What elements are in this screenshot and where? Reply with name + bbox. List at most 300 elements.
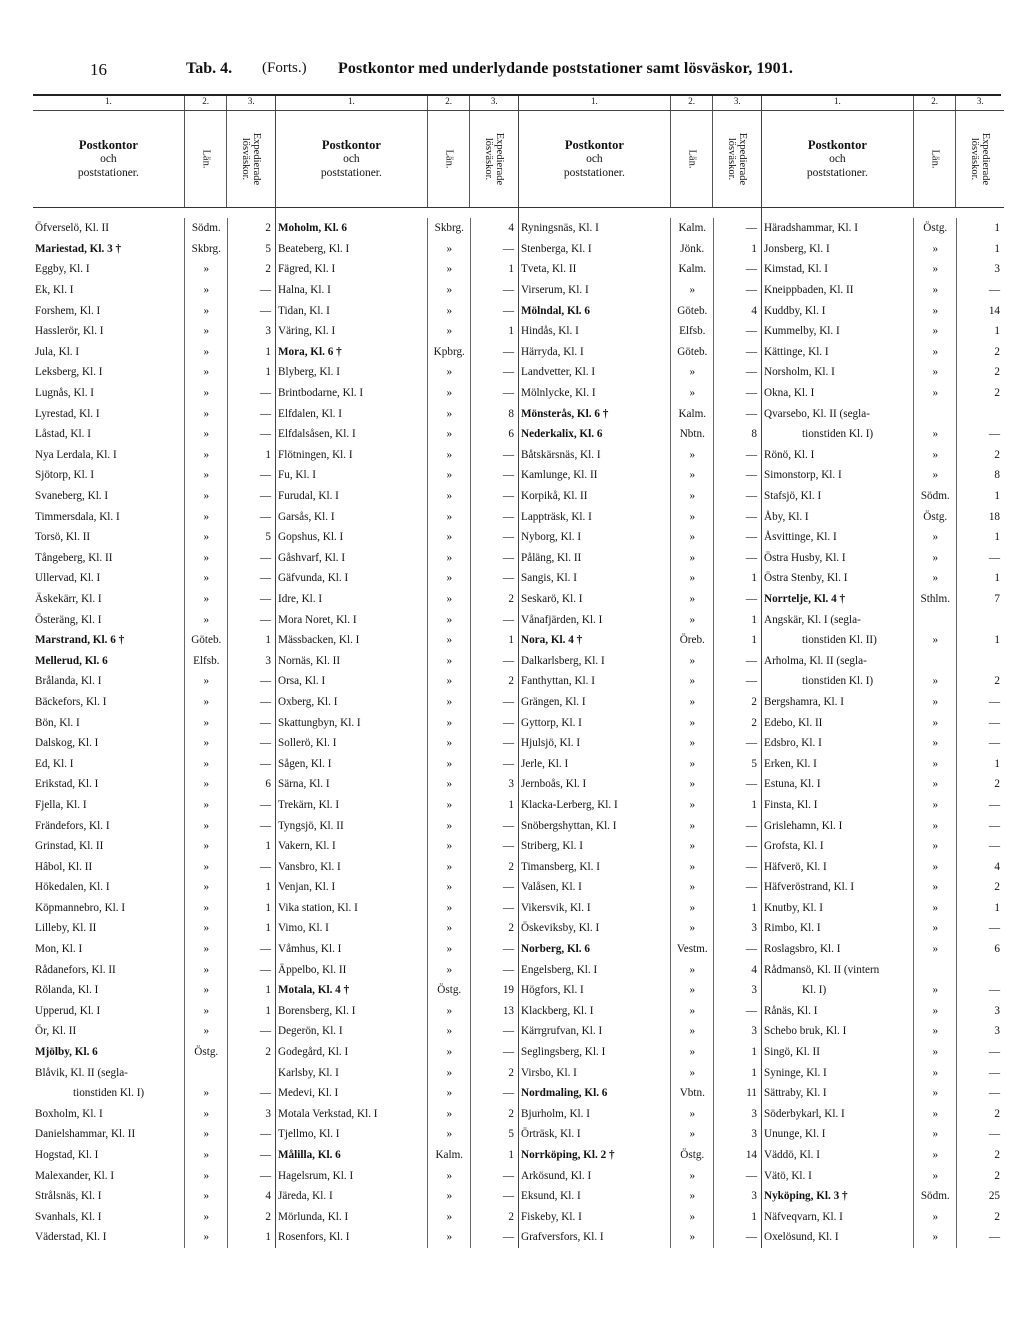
table-row (762, 815, 1004, 836)
lan-cell: » (427, 1207, 470, 1228)
station-name: Grislehamn, Kl. I (764, 819, 843, 832)
lan-cell: » (427, 548, 470, 569)
lösväskor-count: 1 (713, 1207, 761, 1228)
station-name: Rönö, Kl. I (764, 448, 815, 461)
lan-cell: » (427, 445, 470, 466)
lösväskor-count: — (713, 1001, 761, 1022)
station-name: Mora, Kl. 6 † (278, 345, 342, 358)
lösväskor-count: 2 (956, 1207, 1004, 1228)
column-header (276, 111, 518, 208)
station-name: Gopshus, Kl. I (278, 531, 344, 544)
lösväskor-count: — (470, 1083, 518, 1104)
station-name: Ek, Kl. I (35, 284, 74, 297)
lösväskor-count: — (713, 218, 761, 239)
table-row (276, 609, 518, 630)
station-name: Mässbacken, Kl. I (278, 634, 360, 647)
lösväskor-count: — (227, 506, 275, 527)
table-number: Tab. 4. (186, 60, 233, 77)
table-row (33, 548, 275, 569)
column-number: 3. (955, 96, 1004, 110)
station-name: Väderstad, Kl. I (35, 1231, 107, 1244)
lösväskor-count: 1 (956, 753, 1004, 774)
station-name: Finsta, Kl. I (764, 798, 818, 811)
table-row (276, 1083, 518, 1104)
table-row (33, 424, 275, 445)
lösväskor-count: 1 (956, 239, 1004, 260)
table-row (519, 486, 761, 507)
table-row (519, 1124, 761, 1145)
station-name: Häfveröstrand, Kl. I (764, 881, 855, 894)
station-name: Roslagsbro, Kl. I (764, 943, 841, 956)
lösväskor-count: — (713, 486, 761, 507)
station-name: Hjulsjö, Kl. I (521, 737, 581, 750)
lan-cell: » (427, 568, 470, 589)
station-name: Knutby, Kl. I (764, 901, 823, 914)
table-row (33, 506, 275, 527)
lan-cell: » (184, 671, 227, 692)
table-row (762, 1207, 1004, 1228)
table-row (762, 342, 1004, 363)
column-header (519, 111, 761, 208)
lan-cell: » (670, 362, 713, 383)
table-row (519, 424, 761, 445)
lösväskor-count: 2 (470, 671, 518, 692)
table-row (762, 1042, 1004, 1063)
station-name: Motala, Kl. 4 † (278, 984, 350, 997)
lösväskor-count: — (470, 280, 518, 301)
station-name: Kimstad, Kl. I (764, 263, 829, 276)
table-row (762, 280, 1004, 301)
column-header (33, 111, 275, 208)
lösväskor-count: 2 (956, 342, 1004, 363)
lan-cell: » (670, 918, 713, 939)
header-name-text: poststationer. (320, 167, 382, 179)
table-row (276, 959, 518, 980)
lan-cell: » (184, 1207, 227, 1228)
header-lan-text: Län. (443, 149, 455, 169)
table-row (519, 300, 761, 321)
lösväskor-count: — (713, 589, 761, 610)
lan-cell: » (427, 1227, 470, 1248)
table-row (762, 362, 1004, 383)
table-row (762, 836, 1004, 857)
lan-cell: » (427, 815, 470, 836)
lan-cell: » (184, 980, 227, 1001)
station-name: Grafversfors, Kl. I (521, 1231, 604, 1244)
table-row (762, 856, 1004, 877)
lan-cell: » (427, 1083, 470, 1104)
station-name: Qvarsebo, Kl. II (segla- (764, 407, 870, 420)
table-row (276, 980, 518, 1001)
table-row (519, 1083, 761, 1104)
lan-cell: Elfsb. (670, 321, 713, 342)
station-name: Hagelsrum, Kl. I (278, 1169, 354, 1182)
table-row (276, 753, 518, 774)
lan-cell: » (184, 836, 227, 857)
station-name: Österäng, Kl. I (35, 613, 102, 626)
lösväskor-count: — (713, 280, 761, 301)
header-name-cell (276, 111, 427, 207)
lösväskor-count: 1 (227, 1227, 275, 1248)
header-expedierade-text: Expedierade lösväskor. (483, 132, 506, 186)
table-row (519, 403, 761, 424)
table-row (519, 506, 761, 527)
page-header (0, 60, 1024, 90)
lösväskor-count: 1 (956, 527, 1004, 548)
lösväskor-count: — (956, 1124, 1004, 1145)
table-row (276, 774, 518, 795)
lan-cell: » (913, 1001, 956, 1022)
table-row (519, 465, 761, 486)
station-name: Orsa, Kl. I (278, 675, 326, 688)
station-name: Fiskeby, Kl. I (521, 1210, 582, 1223)
lösväskor-count: 11 (713, 1083, 761, 1104)
lan-cell: » (427, 1104, 470, 1125)
lösväskor-count: 3 (227, 1104, 275, 1125)
station-name: Venjan, Kl. I (278, 881, 336, 894)
table-row (762, 877, 1004, 898)
table-row (519, 280, 761, 301)
lösväskor-count: — (470, 239, 518, 260)
station-name: Klacka-Lerberg, Kl. I (521, 798, 618, 811)
station-name: Fägred, Kl. I (278, 263, 336, 276)
lan-cell: » (427, 692, 470, 713)
lösväskor-count: 1 (227, 445, 275, 466)
lösväskor-count: 1 (227, 877, 275, 898)
lösväskor-count: — (713, 548, 761, 569)
station-name: Mölndal, Kl. 6 (521, 304, 590, 317)
table-row (276, 1062, 518, 1083)
lösväskor-count: — (470, 939, 518, 960)
lösväskor-count: 1 (713, 630, 761, 651)
lan-cell: » (670, 1062, 713, 1083)
table-row (33, 980, 275, 1001)
lan-cell: » (670, 589, 713, 610)
lösväskor-count: 1 (227, 898, 275, 919)
station-name: tionstiden Kl. I) (802, 428, 874, 441)
lan-cell: » (427, 836, 470, 857)
lösväskor-count: 2 (470, 1207, 518, 1228)
table-row (762, 753, 1004, 774)
table-row (33, 671, 275, 692)
lösväskor-count: 1 (227, 630, 275, 651)
lösväskor-count: 3 (470, 774, 518, 795)
lan-cell: » (913, 548, 956, 569)
lösväskor-count: — (713, 836, 761, 857)
page-number: 16 (90, 60, 107, 79)
header-name-cell (33, 111, 184, 207)
lösväskor-count: 8 (470, 403, 518, 424)
lan-cell: » (184, 815, 227, 836)
station-name: Kamlunge, Kl. II (521, 469, 598, 482)
header-name-text: Postkontor (564, 138, 624, 152)
station-name: Hökedalen, Kl. I (35, 881, 110, 894)
column-number: 3. (712, 96, 761, 110)
lan-cell: Öreb. (670, 630, 713, 651)
lösväskor-count: 5 (227, 239, 275, 260)
lösväskor-count: — (713, 362, 761, 383)
table-row (519, 692, 761, 713)
header-lan-cell (427, 111, 470, 207)
header-name-text: och (343, 153, 360, 165)
station-name: Mölnlycke, Kl. I (521, 387, 596, 400)
lan-cell: » (913, 362, 956, 383)
table-row (33, 300, 275, 321)
table-row (762, 383, 1004, 404)
lan-cell: » (427, 1001, 470, 1022)
table-row (33, 712, 275, 733)
station-name: Vakern, Kl. I (278, 840, 336, 853)
lösväskor-count (956, 650, 1004, 671)
lösväskor-count: — (470, 650, 518, 671)
station-name: Östra Stenby, Kl. I (764, 572, 848, 585)
lan-cell: » (670, 280, 713, 301)
lösväskor-count: — (227, 753, 275, 774)
lan-cell: » (427, 753, 470, 774)
lan-cell: » (184, 321, 227, 342)
header-expedierade-text: Expedierade lösväskor. (726, 132, 749, 186)
column-number: 3. (226, 96, 275, 110)
table-row (33, 445, 275, 466)
lösväskor-count: 3 (713, 1186, 761, 1207)
lan-cell: » (670, 1042, 713, 1063)
lösväskor-count: 4 (956, 856, 1004, 877)
lan-cell: » (427, 300, 470, 321)
lösväskor-count: 2 (227, 218, 275, 239)
lösväskor-count: 2 (713, 712, 761, 733)
lan-cell: » (913, 1145, 956, 1166)
lan-cell: » (913, 671, 956, 692)
station-name: Frändefors, Kl. I (35, 819, 110, 832)
lan-cell: » (913, 795, 956, 816)
lan-cell: » (184, 403, 227, 424)
table-row (519, 1227, 761, 1248)
header-expedierade-cell (955, 111, 1004, 207)
lan-cell: » (427, 795, 470, 816)
lan-cell: » (427, 630, 470, 651)
column-header (762, 111, 1004, 208)
lan-cell: Södm. (184, 218, 227, 239)
table-row (33, 918, 275, 939)
lösväskor-count: — (713, 342, 761, 363)
table-row (519, 753, 761, 774)
table-row (276, 383, 518, 404)
station-name: Lilleby, Kl. II (35, 922, 97, 935)
lan-cell: » (184, 506, 227, 527)
table-row (519, 1145, 761, 1166)
table-row (519, 836, 761, 857)
header-lan-cell (913, 111, 956, 207)
lan-cell: » (670, 795, 713, 816)
lösväskor-count: 2 (227, 1042, 275, 1063)
table-row (276, 1165, 518, 1186)
table-row (276, 1021, 518, 1042)
lan-cell: » (670, 774, 713, 795)
station-name: Norberg, Kl. 6 (521, 943, 590, 956)
lösväskor-count: 1 (713, 609, 761, 630)
lan-cell: » (184, 1001, 227, 1022)
table-row (276, 239, 518, 260)
table-row (276, 1042, 518, 1063)
table-row (276, 424, 518, 445)
lösväskor-count: 8 (956, 465, 1004, 486)
station-name: Ör, Kl. II (35, 1025, 77, 1038)
station-name: Vikersvik, Kl. I (521, 901, 591, 914)
table-row (33, 815, 275, 836)
lan-cell: » (184, 1145, 227, 1166)
lan-cell: » (913, 1062, 956, 1083)
lan-cell: » (427, 465, 470, 486)
table-row (519, 1001, 761, 1022)
lan-cell: » (427, 939, 470, 960)
lösväskor-count: 3 (227, 650, 275, 671)
lösväskor-count: 2 (956, 383, 1004, 404)
table-row (276, 1124, 518, 1145)
lösväskor-count: 3 (713, 1124, 761, 1145)
header-name-text: poststationer. (77, 167, 139, 179)
station-name: Arholma, Kl. II (segla- (764, 654, 867, 667)
lösväskor-count: — (470, 506, 518, 527)
lan-cell: Göteb. (670, 300, 713, 321)
station-name: Blyberg, Kl. I (278, 366, 340, 379)
station-name: Torsö, Kl. II (35, 531, 91, 544)
lan-cell: » (670, 753, 713, 774)
lösväskor-count: — (470, 609, 518, 630)
station-name: Medevi, Kl. I (278, 1087, 339, 1100)
station-name: Elfdalsåsen, Kl. I (278, 428, 356, 441)
station-name: Erikstad, Kl. I (35, 778, 99, 791)
lösväskor-count: 8 (713, 424, 761, 445)
lan-cell: » (427, 1124, 470, 1145)
lösväskor-count: — (956, 692, 1004, 713)
station-name: Jonsberg, Kl. I (764, 242, 830, 255)
lösväskor-count: — (470, 1186, 518, 1207)
lan-cell: » (913, 630, 956, 651)
lan-cell: » (913, 321, 956, 342)
table-row (762, 506, 1004, 527)
lan-cell (913, 609, 956, 630)
lösväskor-count: 3 (713, 980, 761, 1001)
station-name: Danielshammar, Kl. II (35, 1128, 136, 1141)
table-row (276, 465, 518, 486)
table-row (33, 465, 275, 486)
lan-cell: » (913, 836, 956, 857)
header-lan-text: Län. (929, 149, 941, 169)
header-name-text: och (586, 153, 603, 165)
lan-cell: » (427, 609, 470, 630)
lösväskor-count: 6 (470, 424, 518, 445)
station-name: Flötningen, Kl. I (278, 448, 353, 461)
lösväskor-count: 1 (227, 918, 275, 939)
station-name: Skattungbyn, Kl. I (278, 716, 361, 729)
column-number: 1. (834, 96, 841, 106)
station-name: Timmersdala, Kl. I (35, 510, 120, 523)
lösväskor-count: 2 (470, 1062, 518, 1083)
table-row (762, 424, 1004, 445)
table-row (33, 692, 275, 713)
lan-cell: » (427, 589, 470, 610)
table-row (276, 362, 518, 383)
column-number: 2. (427, 96, 470, 110)
table-row (519, 918, 761, 939)
header-lan-text: Län. (686, 149, 698, 169)
table-row (762, 1083, 1004, 1104)
lan-cell: » (427, 527, 470, 548)
lan-cell: » (913, 1207, 956, 1228)
table-row (762, 733, 1004, 754)
table-row (762, 650, 1004, 671)
lan-cell: Södm. (913, 486, 956, 507)
station-name: Påläng, Kl. II (521, 551, 582, 564)
station-name: Estuna, Kl. I (764, 778, 821, 791)
station-name: Låstad, Kl. I (35, 428, 91, 441)
lösväskor-count: — (470, 753, 518, 774)
table-row (276, 445, 518, 466)
table-row (33, 280, 275, 301)
lan-cell: Kalm. (427, 1145, 470, 1166)
station-name: Fu, Kl. I (278, 469, 316, 482)
lan-cell: Östg. (427, 980, 470, 1001)
lan-cell: » (913, 856, 956, 877)
station-name: Kuddby, Kl. I (764, 304, 826, 317)
station-name: Kneippbaden, Kl. II (764, 284, 854, 297)
lösväskor-count: — (470, 445, 518, 466)
lan-cell: » (427, 1021, 470, 1042)
lan-cell: Jönk. (670, 239, 713, 260)
station-name: Godegård, Kl. I (278, 1046, 349, 1059)
station-name: Korpikå, Kl. II (521, 490, 588, 503)
lösväskor-count: 19 (470, 980, 518, 1001)
lan-cell: Göteb. (184, 630, 227, 651)
table-row (519, 877, 761, 898)
lan-cell: » (913, 1227, 956, 1248)
column-number: 1. (105, 96, 112, 106)
page-title: Postkontor med underlydande poststationer samt lösväskor, 1901. (338, 60, 793, 77)
lan-cell: » (913, 300, 956, 321)
station-name: Söderbykarl, Kl. I (764, 1107, 845, 1120)
lan-cell: » (670, 506, 713, 527)
table-row (762, 959, 1004, 980)
lan-cell: » (427, 383, 470, 404)
lan-cell: » (913, 1104, 956, 1125)
lan-cell: Östg. (184, 1042, 227, 1063)
station-name: Äskekärr, Kl. I (35, 592, 102, 605)
lösväskor-count: — (227, 1021, 275, 1042)
lösväskor-count: — (713, 877, 761, 898)
lösväskor-count: — (227, 1124, 275, 1145)
lösväskor-count: 1 (713, 1042, 761, 1063)
table-row (519, 980, 761, 1001)
station-name: Halna, Kl. I (278, 284, 331, 297)
lösväskor-count: — (470, 877, 518, 898)
station-name: Bäckefors, Kl. I (35, 695, 107, 708)
lösväskor-count: — (713, 465, 761, 486)
table-row (33, 259, 275, 280)
table-row (276, 527, 518, 548)
lösväskor-count: 1 (713, 239, 761, 260)
table-row (276, 918, 518, 939)
station-name: Hindås, Kl. I (521, 325, 579, 338)
column-number: 2. (913, 96, 956, 110)
header-lan-cell (670, 111, 713, 207)
lösväskor-count: 2 (470, 589, 518, 610)
table-row (33, 836, 275, 857)
lan-cell: » (670, 712, 713, 733)
station-name: Rimbo, Kl. I (764, 922, 821, 935)
lan-cell: » (184, 568, 227, 589)
table-row (276, 712, 518, 733)
table-row (276, 898, 518, 919)
